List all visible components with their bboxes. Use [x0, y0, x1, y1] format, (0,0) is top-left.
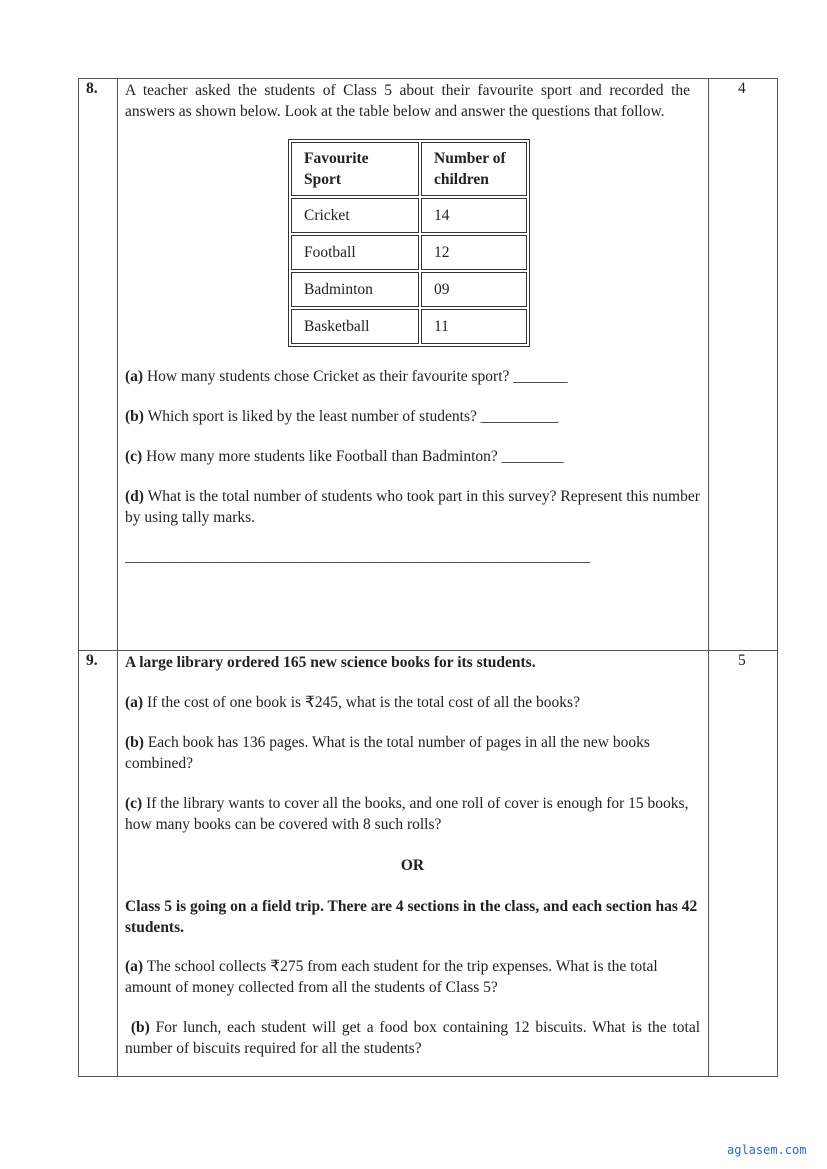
table-border-top	[78, 78, 778, 79]
sport-table	[288, 139, 530, 347]
question-8-body	[125, 80, 700, 567]
question-part: (d) What is the total number of students who took part in this survey? Represent this number by using tally marks.	[125, 488, 700, 526]
table-header: Favourite Sport	[291, 142, 419, 196]
question-number: 9.	[86, 652, 98, 669]
question-part: (b) Which sport is liked by the least number of students? __________	[125, 408, 559, 425]
question-number: 8.	[86, 80, 98, 97]
answer-line: ____________________________________________________________	[125, 548, 590, 565]
table-cell: 09	[421, 272, 527, 307]
question-part: (a) If the cost of one book is ₹245, what is the total cost of all the books?	[125, 694, 580, 711]
alt-question-intro: Class 5 is going on a field trip. There are 4 sections in the class, and each section has 42 students.	[125, 898, 698, 936]
table-row	[291, 272, 527, 307]
table-cell: Cricket	[291, 198, 419, 233]
question-part: (a) The school collects ₹275 from each student for the trip expenses. What is the total amount of money collected from all the students of Class 5?	[125, 958, 658, 996]
question-part: (b) Each book has 136 pages. What is the total number of pages in all the new books combined?	[125, 734, 650, 772]
table-row	[291, 309, 527, 344]
table-row	[291, 235, 527, 270]
question-intro: A large library ordered 165 new science books for its students.	[125, 654, 536, 671]
table-cell: Football	[291, 235, 419, 270]
or-separator: OR	[400, 857, 425, 874]
question-9-body	[125, 652, 700, 1059]
question-part: (b) For lunch, each student will get a food box containing 12 biscuits. What is the total number of biscuits required for all the students?	[125, 1019, 701, 1057]
table-row	[291, 198, 527, 233]
question-marks: 4	[738, 80, 746, 97]
table-cell: 14	[421, 198, 527, 233]
question-part: (a) How many students chose Cricket as their favourite sport? _______	[125, 368, 568, 385]
col-divider	[708, 78, 709, 1077]
table-border-bottom	[78, 1076, 778, 1077]
table-cell: Badminton	[291, 272, 419, 307]
row-divider	[78, 650, 778, 651]
question-part: (c) If the library wants to cover all the books, and one roll of cover is enough for 15 books, how many books can be covered with 8 such rolls?	[125, 795, 689, 833]
question-marks: 5	[738, 652, 746, 669]
table-cell: 11	[421, 309, 527, 344]
col-divider	[117, 78, 118, 1077]
question-intro: A teacher asked the students of Class 5 about their favourite sport and recorded the answers as shown below. Look at the table below and answer the questions that follow.	[125, 82, 690, 120]
table-header: Number of children	[421, 142, 527, 196]
table-cell: 12	[421, 235, 527, 270]
table-border-left	[78, 78, 79, 1077]
table-border-right	[777, 78, 778, 1077]
footer-link[interactable]: aglasem.com	[727, 1143, 807, 1157]
question-part: (c) How many more students like Football than Badminton? ________	[125, 448, 564, 465]
table-cell: Basketball	[291, 309, 419, 344]
